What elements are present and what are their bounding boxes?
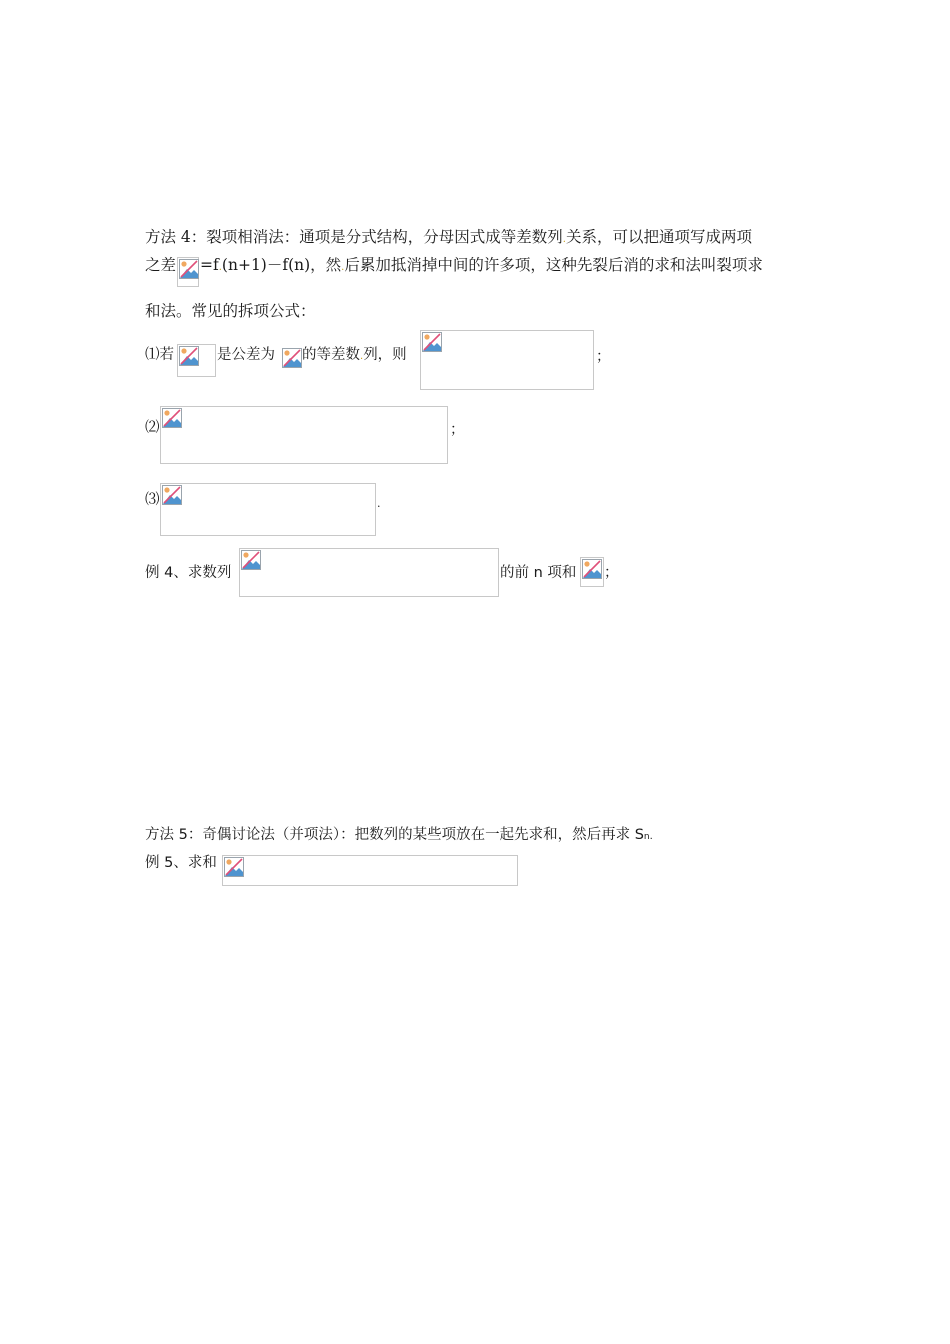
formula-image-item1 [420, 330, 594, 390]
method4-line3: 和法。常见的拆项公式： [145, 302, 316, 320]
item1-mid2: 的等差数.列，则 [302, 347, 407, 363]
formula-image-example4-seq [239, 548, 499, 597]
method4-line1: 方法 4：裂项相消法：通项是分式结构，分母因式成等差数列.关系，可以把通项写成两项 [145, 228, 752, 246]
item2-end: ； [450, 422, 465, 438]
method5-line: 方法 5：奇偶讨论法（并项法）：把数列的某些项放在一起先求和，然后再求 Sn. [145, 827, 653, 843]
formula-image-d [282, 348, 303, 370]
example4-prefix: 例 4、求数列 [145, 565, 232, 581]
broken-image-icon [282, 348, 302, 368]
broken-image-icon [179, 259, 199, 279]
example4-mid: 的前 n 项和 [500, 565, 577, 581]
broken-image-icon [582, 559, 602, 579]
example5-prefix: 例 5、求和 [145, 855, 217, 871]
example4-end: ； [604, 565, 619, 581]
formula-image-sn [580, 557, 604, 587]
broken-image-icon [224, 857, 244, 877]
broken-image-icon [422, 332, 442, 352]
item2-prefix: ⑵ [145, 420, 160, 436]
broken-image-icon [179, 346, 199, 366]
formula-image-item2 [160, 406, 448, 464]
broken-image-icon [162, 485, 182, 505]
item3-prefix: ⑶ [145, 492, 160, 508]
item1-mid1: 是公差为 [217, 347, 275, 363]
formula-image-an-seq [177, 344, 216, 377]
item1-prefix: ⑴若 [145, 347, 174, 363]
broken-image-icon [162, 408, 182, 428]
formula-image-an [177, 257, 199, 287]
item3-end: . [377, 497, 381, 510]
method4-line2-rest: =f.(n+1)－f(n)，然.后累加抵消掉中间的许多项，这种先裂后消的求和法叫裂项求 [200, 256, 763, 274]
formula-image-example5 [222, 855, 518, 886]
formula-image-item3 [160, 483, 376, 536]
broken-image-icon [241, 550, 261, 570]
item1-end: ； [596, 349, 611, 365]
method4-line2: 之差 [145, 256, 177, 274]
